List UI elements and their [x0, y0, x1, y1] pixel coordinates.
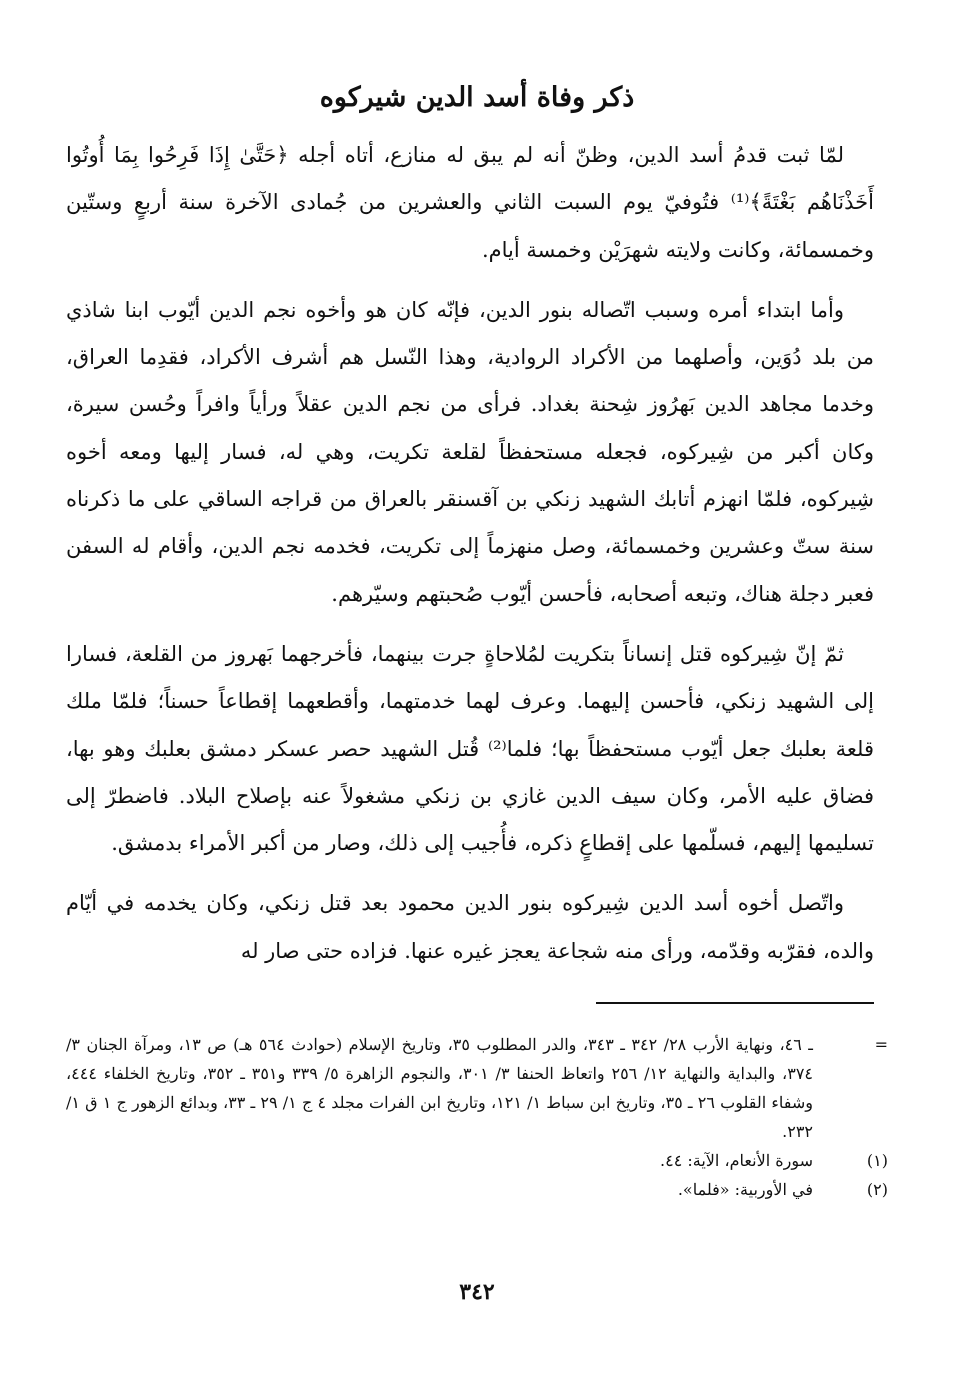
- chapter-title: ذكر وفاة أسد الدين شيركوه: [319, 82, 635, 113]
- footnote-item: [66, 1175, 888, 1204]
- paragraph-1: لمّا ثبت قدمُ أسد الدين، وظنّ أنه لم يبق له منازع، أتاه أجله ﴿حَتَّىٰ إِذَا فَرِحُوا بِمَا أُوتُوا أَخَذْنَاهُم بَغْتَةً﴾⁽¹⁾ فتُوفيّ يوم السبت الثاني والعشرين من جُمادى الآخرة سنة أربعٍ وستّين وخمسمائة، وكانت ولايته شهرَيْن وخمسة أيام.: [66, 143, 874, 262]
- footnote-text: سورة الأنعام، الآية: ٤٤.: [660, 1151, 813, 1170]
- footnotes: [66, 1030, 888, 1204]
- continuation-text: ـ ٤٦، ونهاية الأرب ٢٨/ ٣٤٢ ـ ٣٤٣، والدر المطلوب ٣٥، وتاريخ الإسلام (حوادث ٥٦٤ هـ) ص ١٣، ومرآة الجنان ٣/ ٣٧٤، والبداية والنهاية ١٢/ ٢٥٦ واتعاظ الحنفا ٣/ ٣٠١، والنجوم الزاهرة ٥/ ٣٣٩ و٣٥١ ـ ٣٥٢، وتاريخ الخلفاء ٤٤٤، وشفاء القلوب ٢٦ ـ ٣٥، وتاريخ ابن سباط ١/ ١٢١، وتاريخ ابن الفرات مجلد ٤ ج ١/ ٢٩ ـ ٣٣، وبدائع الزهور ج ١ ق ١/ ٢٣٢.: [66, 1035, 814, 1141]
- page-number: ٣٤٢: [459, 1279, 495, 1305]
- main-text: [66, 132, 874, 988]
- paragraph-2: وأما ابتداء أمره وسبب اتّصاله بنور الدين، فإنّه كان هو وأخوه نجم الدين أيّوب ابنا شاذي من بلد دُوَين، وأصلهما من الأكراد الروادية، وهذا النّسل هم أشرف الأكراد، فقدِما العراق، وخدما مجاهد الدين بَهرُوز شِحنة بغداد. فرأى من نجم الدين عقلاً ورأياً وافراً وحُسن سيرة، وكان أكبر من شِيركوه، فجعله مستحفظاً لقلعة تكريت، وهي له، فسار إليها ومعه أخوه شِيركوه، فلمّا انهزم أتابك الشهيد زنكي بن آقسنقر بالعراق من قراجه الساقي على ما ذكرناه سنة ستّ وعشرين وخمسمائة، وصل منهزماً إلى تكريت، فخدمه نجم الدين، وأقام له السفن فعبر دجلة هناك، وتبعه أصحابه، فأحسن أيّوب صُحبتهم وسيّرهم.: [66, 297, 874, 606]
- paragraph-4: واتّصل أخوه أسد الدين شِيركوه بنور الدين محمود بعد قتل زنكي، وكان يخدمه في أيّام والده، فقرّبه وقدّمه، ورأى منه شجاعة يعجز غيره عنها. فزاده حتى صار له: [66, 891, 874, 963]
- footnote-number: (٢): [866, 1180, 888, 1199]
- footnote-divider: [596, 1002, 874, 1004]
- footnote-item: [66, 1146, 888, 1175]
- footnote-text: في الأوربية: «فلما».: [677, 1180, 813, 1199]
- footnote-number: (١): [866, 1151, 888, 1170]
- footnote-continuation: [66, 1030, 888, 1146]
- paragraph-3: ثمّ إنّ شِيركوه قتل إنساناً بتكريت لمُلاحاةٍ جرت بينهما، فأخرجهما بَهروز من القلعة، فسارا إلى الشهيد زنكي، فأحسن إليهما. وعرف لهما خدمتهما، وأقطعهما إقطاعاً حسناً؛ فلمّا ملك قلعة بعلبك جعل أيّوب مستحفظاً بها؛ فلما⁽²⁾ قُتل الشهيد حصر عسكر دمشق بعلبك وهو بها، فضاق عليه الأمر، وكان سيف الدين غازي بن زنكي مشغولاً عنه بإصلاح البلاد. فاضطرّ إلى تسليمها إليهم، فسلّمها على إقطاعٍ ذكره، فأُجيب إلى ذلك، وصار من أكبر الأمراء بدمشق.: [66, 641, 874, 856]
- continuation-marker: =: [874, 1035, 888, 1054]
